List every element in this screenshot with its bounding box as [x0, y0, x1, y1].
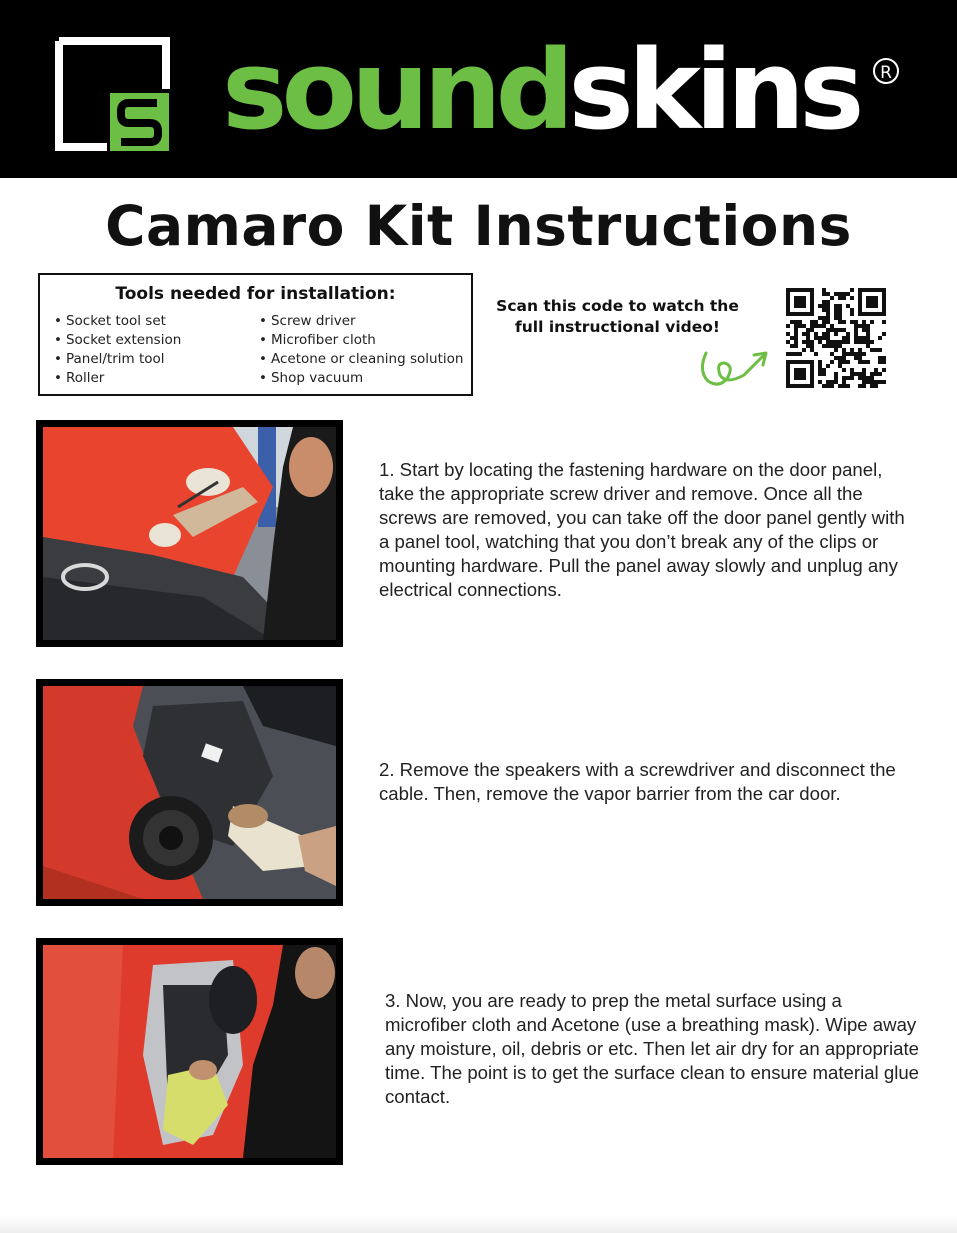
- scan-prompt-line2: full instructional video!: [515, 318, 720, 336]
- tool-item: • Microfiber cloth: [259, 331, 463, 350]
- brand-wordmark: [222, 26, 859, 154]
- tools-list-right: [259, 312, 463, 388]
- curly-arrow-icon: [698, 345, 770, 389]
- speaker-removal-image: [43, 686, 336, 899]
- tool-item: • Socket extension: [54, 331, 181, 350]
- page-title: Camaro Kit Instructions: [105, 194, 852, 258]
- tool-item: • Roller: [54, 369, 181, 388]
- qr-code-icon[interactable]: [786, 288, 886, 388]
- step-2-photo: [36, 679, 343, 906]
- tools-heading: Tools needed for installation:: [115, 284, 396, 304]
- step-1-photo: [36, 420, 343, 647]
- tool-item: • Shop vacuum: [259, 369, 463, 388]
- door-panel-removal-image: [43, 427, 336, 640]
- step-2-text: 2. Remove the speakers with a screwdriver and disconnect the cable. Then, remove the vapor barrier from the car door.: [379, 759, 896, 804]
- tool-item: • Screw driver: [259, 312, 463, 331]
- step-3-photo: [36, 938, 343, 1165]
- surface-cleaning-image: [43, 945, 336, 1158]
- wordmark-skins: skins: [568, 26, 859, 154]
- step-3-text: 3. Now, you are ready to prep the metal surface using a microfiber cloth and Acetone (use a breathing mask). Wipe away any moisture, oil, debris or etc. Then let air dry for an appropriate time. The point is to get the surface clean to ensure material glue contact.: [385, 990, 920, 1107]
- scan-prompt: [480, 296, 755, 338]
- brand-header: [0, 0, 957, 178]
- scan-prompt-line1: Scan this code to watch the: [496, 297, 739, 315]
- tools-box: [38, 273, 473, 396]
- tool-item: • Socket tool set: [54, 312, 181, 331]
- page-bottom-edge: [0, 1215, 957, 1233]
- tools-list-left: [54, 312, 181, 388]
- soundskins-logo-icon: [55, 37, 170, 151]
- wordmark-sound: sound: [222, 26, 569, 154]
- registered-mark: R: [873, 58, 899, 84]
- tool-item: • Panel/trim tool: [54, 350, 181, 369]
- tool-item: • Acetone or cleaning solution: [259, 350, 463, 369]
- step-1-text: 1. Start by locating the fastening hardware on the door panel, take the appropriate screw driver and remove. Once all the screws are removed, you can take off the door panel gently with a panel tool, watching that you don’t break any of the clips or mounting hardware. Pull the panel away slowly and unplug any electrical connections.: [379, 459, 905, 600]
